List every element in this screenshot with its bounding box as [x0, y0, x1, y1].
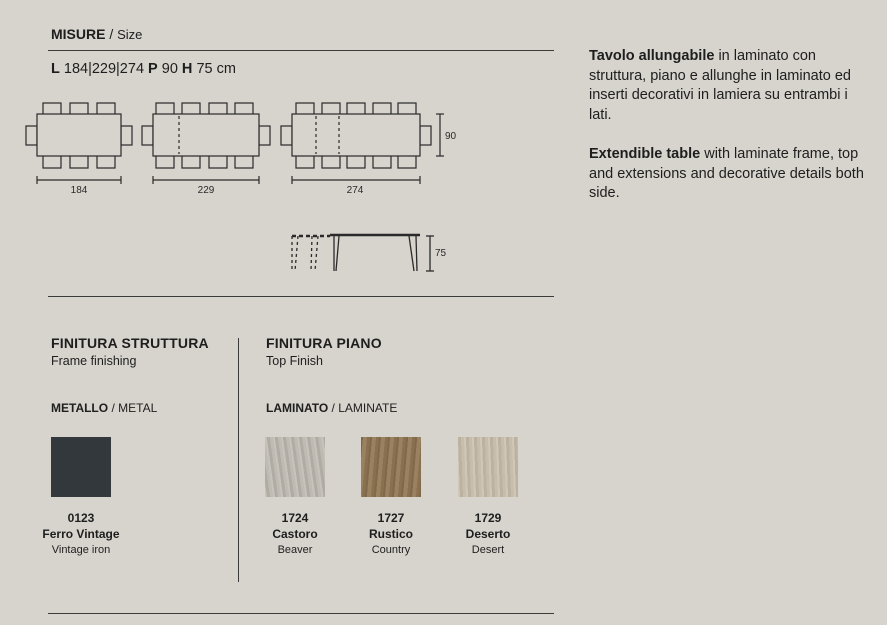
- description-it: [589, 47, 874, 125]
- table-plan-drawings: [0, 0, 560, 290]
- frame-finish-title: FINITURA STRUTTURA: [51, 335, 209, 351]
- top-material-it: LAMINATO: [266, 401, 329, 415]
- size-heading-sep: /: [105, 26, 118, 42]
- table-plan-274: [281, 103, 444, 184]
- swatch-caption-1724: [245, 510, 345, 558]
- swatch-1724: [265, 437, 325, 497]
- swatch-0123: [51, 437, 111, 497]
- frame-material-en: METAL: [118, 401, 158, 415]
- size-heading-it: MISURE: [51, 26, 106, 42]
- swatch-code: 1724: [281, 511, 309, 525]
- swatch-name-en: Beaver: [277, 544, 313, 556]
- swatch-code: 1727: [377, 511, 405, 525]
- top-finish-title: FINITURA PIANO: [266, 335, 382, 351]
- top-material-en: LAMINATE: [338, 401, 398, 415]
- finish-bottom-divider: [48, 613, 554, 614]
- finish-vertical-divider: [238, 338, 239, 582]
- swatch-1727: [361, 437, 421, 497]
- frame-material: [51, 401, 157, 415]
- top-material: [266, 401, 397, 415]
- swatch-caption-1727: [341, 510, 441, 558]
- swatch-1729: [458, 437, 518, 497]
- swatch-code: 0123: [67, 511, 95, 525]
- dim-p-label: P: [148, 61, 158, 77]
- swatch-code: 1729: [474, 511, 502, 525]
- swatch-name-en: Desert: [471, 544, 505, 556]
- swatch-name: Rustico: [368, 527, 413, 541]
- frame-finish-subtitle: Frame finishing: [51, 354, 137, 368]
- description-it-bold: Tavolo allungabile: [589, 48, 715, 64]
- width-label-274: 274: [346, 185, 364, 196]
- table-plan-229: [142, 103, 270, 184]
- dim-l-value: 184|229|274: [63, 61, 145, 77]
- swatch-caption-1729: [438, 510, 538, 558]
- frame-material-sep: /: [108, 401, 119, 415]
- swatch-name-en: Vintage iron: [51, 544, 111, 556]
- swatch-name: Ferro Vintage: [42, 527, 120, 541]
- description-en-bold: Extendible table: [589, 146, 701, 162]
- description-en: [589, 145, 874, 204]
- depth-label: 90: [445, 131, 457, 142]
- width-label-229: 229: [197, 185, 215, 196]
- dim-l-label: L: [51, 61, 60, 77]
- dim-h-value: 75 cm: [196, 61, 236, 77]
- size-heading-en: Size: [117, 27, 143, 42]
- table-plan-184: [26, 103, 132, 184]
- swatch-caption-0123: [31, 510, 131, 558]
- height-label: 75: [435, 248, 447, 259]
- swatch-name: Deserto: [465, 527, 511, 541]
- table-side-elevation: [292, 235, 434, 271]
- swatch-name: Castoro: [272, 527, 318, 541]
- top-material-sep: /: [328, 401, 339, 415]
- swatch-name-en: Country: [371, 544, 411, 556]
- description-en-text: with laminate frame, top and extensions and decorative details both side.: [589, 146, 864, 201]
- width-label-184: 184: [70, 185, 88, 196]
- dim-h-label: H: [181, 61, 193, 77]
- description-it-text: in laminato con struttura, piano e allunghe in laminato ed inserti decorativi in lamiera su entrambi i lati.: [589, 48, 851, 123]
- frame-material-it: METALLO: [51, 401, 109, 415]
- dim-p-value: 90: [161, 61, 178, 77]
- size-bottom-divider: [48, 296, 554, 297]
- top-finish-subtitle: Top Finish: [266, 354, 323, 368]
